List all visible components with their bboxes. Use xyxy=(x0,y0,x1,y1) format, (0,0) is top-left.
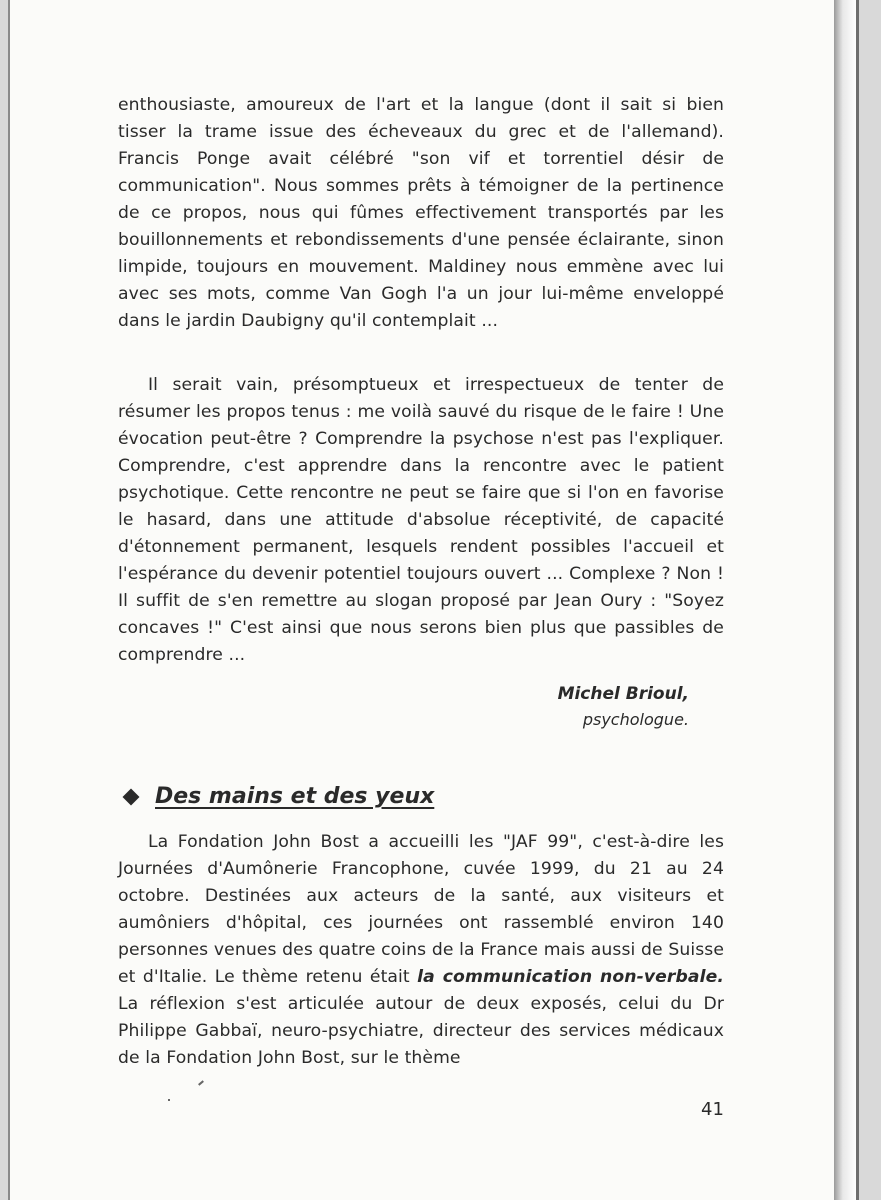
section-heading xyxy=(122,784,434,809)
diamond-bullet-icon xyxy=(123,788,140,805)
paragraph-jaf xyxy=(118,829,724,1072)
page-edge-shadow xyxy=(834,0,856,1200)
paragraph-psychose: Il serait vain, présomptueux et irrespectueux de tenter de résumer les propos tenus : me voilà sauvé du risque de le faire ! Une évocation peut-être ? Comprendre la psychose n'est pas l'expliquer. Comprendre, c'est apprendre dans la rencontre avec le patient psychotique. Cette rencontre ne peut se faire que si l'on en favorise le hasard, dans une attitude d'absolue réceptivité, de capacité d'étonnement permanent, lesquels rendent possibles l'accueil et l'espérance du devenir potentiel toujours ouvert ... Complexe ? Non ! Il suffit de s'en remettre au slogan proposé par Jean Oury : "Soyez concaves !" C'est ainsi que nous serons bien plus que passibles de comprendre ... xyxy=(118,375,724,665)
paragraph-intro: enthousiaste, amoureux de l'art et la langue (dont il sait si bien tisser la trame issue des écheveaux du grec et de l'allemand). Francis Ponge avait célébré "son vif et torrentiel désir de communication". Nous sommes prêts à témoigner de la pertinence de ce propos, nous qui fûmes effectivement transportés par les bouillonnements et rebondissements d'une pensée éclairante, sinon limpide, toujours en mouvement. Maldiney nous emmène avec lui avec ses mots, comme Van Gogh l'a un jour lui-même enveloppé dans le jardin Daubigny qu'il contemplait ... xyxy=(118,95,724,331)
signature-name: Michel Brioul, xyxy=(557,684,689,704)
ink-speck xyxy=(168,1099,170,1101)
page xyxy=(8,0,859,1200)
signature-role: psychologue. xyxy=(582,710,689,729)
section-heading-text: Des mains et des yeux xyxy=(155,784,435,809)
paragraph-jaf-text-end: La réflexion s'est articulée autour de deux exposés, celui du Dr Philippe Gabbaï, neuro-psychiatre, directeur des services médicaux de la Fondation John Bost, sur le thème xyxy=(118,994,724,1068)
page-number: 41 xyxy=(701,1099,724,1120)
ink-speck xyxy=(198,1080,204,1085)
paragraph-jaf-text: La Fondation John Bost a accueilli les "JAF 99", c'est-à-dire les Journées d'Aumônerie Francophone, cuvée 1999, du 21 au 24 octobre. Destinées aux acteurs de la santé, aux visiteurs et aumôniers d'hôpital, ces journées ont rassemblé environ 140 personnes venues des quatre coins de la France mais aussi de Suisse et d'Italie. Le thème retenu était xyxy=(118,832,724,987)
paragraph-jaf-emphasis: la communication non-verbale. xyxy=(417,967,724,987)
